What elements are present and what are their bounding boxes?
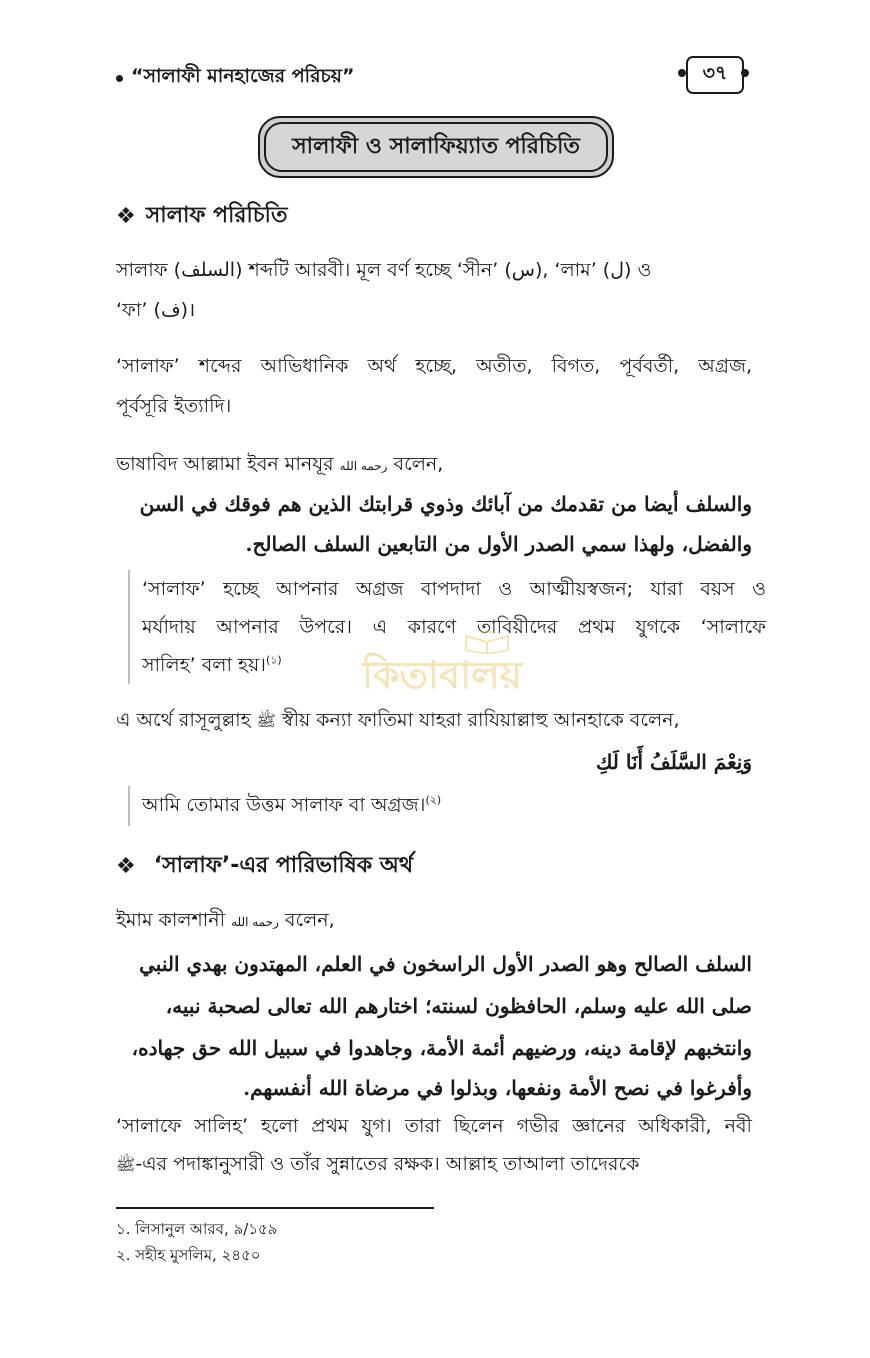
text-span: সালিহ’ বলা হয়।	[142, 654, 266, 676]
page-number-badge	[678, 56, 750, 92]
arabic-line: السلف الصالح وهو الصدر الأول الراسخون في العلم، المهتدون بهدي النبي	[139, 952, 752, 976]
paragraph-line: পূর্বসূরি ইত্যাদি।	[116, 395, 232, 417]
text-span: -এর পদাঙ্কানুসারী ও তাঁর সুন্নাতের রক্ষক। আল্লাহ তাআলা তাদেরকে	[135, 1153, 640, 1175]
page-number-dot-right	[741, 69, 749, 77]
arabic-line: وَنِعْمَ السَّلَفُ أَنَا لَكِ	[595, 750, 752, 774]
section-heading-terminology	[116, 848, 413, 885]
honorific-mark: ﷺ	[256, 711, 276, 730]
honorific-mark: ﷺ	[116, 1155, 136, 1174]
section-heading-text: সালাফ পরিচিতি	[145, 203, 288, 228]
arabic-line: وأفرغوا في نصح الأمة ونفعها، وبذلوا في مرضاة الله أنفسهم.	[243, 1076, 752, 1100]
watermark-text: কিতাবালয়	[362, 653, 522, 697]
honorific-mark: رحمه الله	[339, 459, 388, 473]
footnote-2: ২. সহীহ মুসলিম, ২৪৫০	[116, 1246, 261, 1264]
quote-line: মর্যাদায় আপনার উপরে। এ কারণে তাবিয়ীদের প্রথম যুগকে ‘সালাফে	[142, 616, 766, 638]
running-header	[116, 62, 354, 94]
section-heading-text: ‘সালাফ’-এর পারিভাষিক অর্থ	[153, 853, 414, 878]
chapter-title-box	[258, 116, 614, 178]
footnote-divider	[116, 1207, 434, 1209]
footnote-ref: (১)	[265, 653, 282, 667]
footnote-1: ১. লিসানুল আরব, ৯/১৫৯	[116, 1220, 278, 1238]
paragraph-line	[116, 906, 335, 938]
arabic-line: والسلف أيضا من تقدمك من آبائك وذوي قرابتك الذين هم فوقك في السن	[139, 492, 752, 516]
arabic-line: والفضل، ولهذا سمي الصدر الأول من التابعين السلف الصالح.	[245, 532, 752, 556]
diamond-bullet-icon: ❖	[116, 204, 136, 229]
watermark	[352, 628, 532, 712]
text-span: বলেন,	[284, 909, 335, 931]
paragraph-line: ‘সালাফ’ শব্দের আভিধানিক অর্থ হচ্ছে, অতীত, বিগত, পূর্ববর্তী, অগ্রজ,	[116, 355, 752, 377]
bullet-dot	[116, 75, 123, 82]
arabic-line: صلى الله عليه وسلم، الحافظون لسنته؛ اختارهم الله تعالى لصحبة نبيه،	[165, 994, 752, 1018]
paragraph-line: ‘সালাফে সালিহ’ হলো প্রথম যুগ। তারা ছিলেন গভীর জ্ঞানের অধিকারী, নবী	[116, 1115, 752, 1137]
honorific-mark: رحمه الله	[231, 915, 279, 929]
text-span: বলেন,	[393, 453, 444, 475]
diamond-bullet-icon: ❖	[116, 854, 136, 879]
paragraph-line: সালাফ (السلف) শব্দটি আরবী। মূল বর্ণ হচ্ছে ‘সীন’ (س), ‘লাম’ (ل) ও	[116, 259, 652, 281]
text-span: স্বীয় কন্যা ফাতিমা যাহরা রাযিয়াল্লাহু আনহাকে বলেন,	[282, 709, 680, 731]
paragraph-line	[116, 706, 680, 738]
paragraph-line: ‘ফা’ (ف)।	[116, 299, 196, 321]
page-number-dot-left	[678, 69, 686, 77]
footnote-ref: (২)	[425, 793, 442, 807]
page-number: ৩৭	[686, 56, 744, 94]
paragraph-line	[116, 1150, 752, 1182]
section-heading-salaf	[116, 198, 287, 235]
text-span: ইমাম কালশানী	[116, 909, 226, 931]
text-span: এ অর্থে রাসূলুল্লাহ	[116, 709, 251, 731]
text-span: আমি তোমার উত্তম সালাফ বা অগ্রজ।	[142, 794, 426, 816]
arabic-line: وانتخبهم لإقامة دينه، ورضيهم أئمة الأمة، وجاهدوا في سبيل الله حق جهاده،	[131, 1036, 752, 1060]
paragraph-line	[116, 450, 443, 482]
translation-quote	[128, 786, 441, 826]
text-span: ভাষাবিদ আল্লামা ইবন মানযূর	[116, 453, 334, 475]
running-title: “সালাফী মানহাজের পরিচয়”	[131, 65, 355, 87]
quote-line: ‘সালাফ’ হচ্ছে আপনার অগ্রজ বাপদাদা ও আত্মীয়স্বজন; যারা বয়স ও	[142, 578, 766, 600]
chapter-title: সালাফী ও সালাফিয়্যাত পরিচিতি	[264, 122, 608, 172]
